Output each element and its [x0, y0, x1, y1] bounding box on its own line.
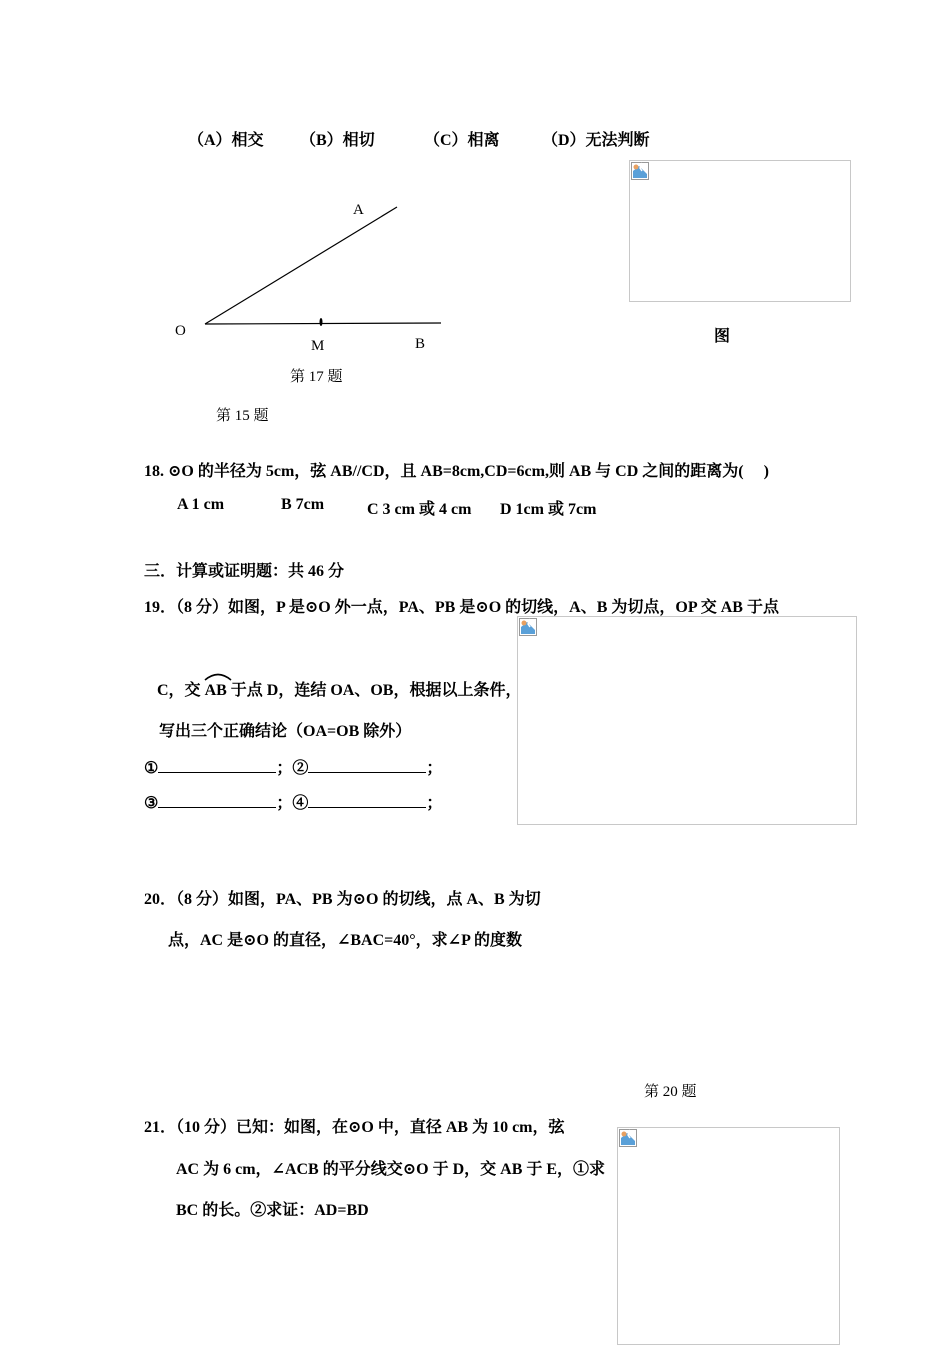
separator: ； — [426, 795, 443, 812]
arc-ab — [205, 682, 227, 700]
label-m: M — [311, 338, 325, 354]
marker-2: ② — [292, 760, 309, 777]
separator: ； — [426, 760, 443, 777]
q20-line2: 点，AC 是⊙O 的直径，∠BAC=40°，求∠P 的度数 — [168, 932, 522, 949]
q21-line1: 21．（10 分）已知：如图，在⊙O 中，直径 AB 为 10 cm，弦 — [144, 1119, 565, 1136]
answer-row-1 — [144, 755, 442, 778]
broken-image-icon — [631, 162, 649, 180]
arc-ab-label: AB — [204, 682, 227, 699]
label-o: O — [175, 323, 186, 339]
q18-option-d: D 1cm 或 7cm — [500, 501, 597, 518]
q19-line2-pre: C，交 — [157, 682, 205, 699]
label-b: B — [415, 336, 426, 352]
q19-line2 — [157, 677, 521, 700]
q20-caption: 第 20 题 — [644, 1084, 697, 1100]
q21-figure-image — [617, 1127, 840, 1345]
answer-row-2 — [144, 790, 442, 813]
ray-ob — [205, 323, 441, 324]
q19-figure-image — [517, 616, 857, 825]
q21-line3: BC 的长。②求证：AD=BD — [176, 1202, 369, 1219]
arc-symbol — [203, 671, 233, 681]
ray-oa — [205, 207, 397, 324]
figure17-caption: 第 17 题 — [290, 369, 343, 385]
point-m-mark — [320, 318, 323, 326]
answer-blank-4[interactable] — [308, 793, 426, 808]
option-a: （A）相交 — [188, 132, 264, 149]
figure15-caption-right: 图 — [714, 328, 731, 345]
q18-option-a: A 1 cm — [177, 496, 225, 513]
separator: ； — [276, 795, 293, 812]
option-b: （B）相切 — [300, 132, 375, 149]
q19-line3: 写出三个正确结论（OA=OB 除外） — [159, 723, 412, 740]
separator: ； — [276, 760, 293, 777]
broken-image-icon — [519, 618, 537, 636]
q18-option-b: B 7cm — [281, 496, 325, 513]
answer-blank-2[interactable] — [308, 758, 426, 773]
marker-1: ① — [144, 760, 159, 777]
broken-image-icon — [619, 1129, 637, 1147]
option-c: （C）相离 — [424, 132, 500, 149]
section-title: 三．计算或证明题：共 46 分 — [144, 563, 345, 580]
marker-4: ④ — [292, 795, 309, 812]
q18-option-c: C 3 cm 或 4 cm — [367, 501, 472, 518]
option-d: （D）无法判断 — [542, 132, 650, 149]
answer-blank-1[interactable] — [158, 758, 276, 773]
q18-stem: 18. ⊙O 的半径为 5cm，弦 AB//CD，且 AB=8cm,CD=6cm,则 AB 与 CD 之间的距离为( ) — [144, 463, 769, 480]
answer-blank-3[interactable] — [158, 793, 276, 808]
figure15-image — [629, 160, 851, 302]
q19-line1: 19．（8 分）如图，P 是⊙O 外一点，PA、PB 是⊙O 的切线，A、B 为切点，OP 交 AB 于点 — [144, 599, 779, 616]
figure15-caption-left: 第 15 题 — [216, 408, 269, 424]
q19-line2-post: 于点 D，连结 OA、OB，根据以上条件， — [226, 682, 522, 699]
marker-3: ③ — [144, 795, 159, 812]
label-a: A — [353, 202, 364, 218]
q21-line2: AC 为 6 cm，∠ACB 的平分线交⊙O 于 D，交 AB 于 E，①求 — [176, 1161, 606, 1178]
q20-line1: 20．（8 分）如图，PA、PB 为⊙O 的切线，点 A、B 为切 — [144, 891, 541, 908]
